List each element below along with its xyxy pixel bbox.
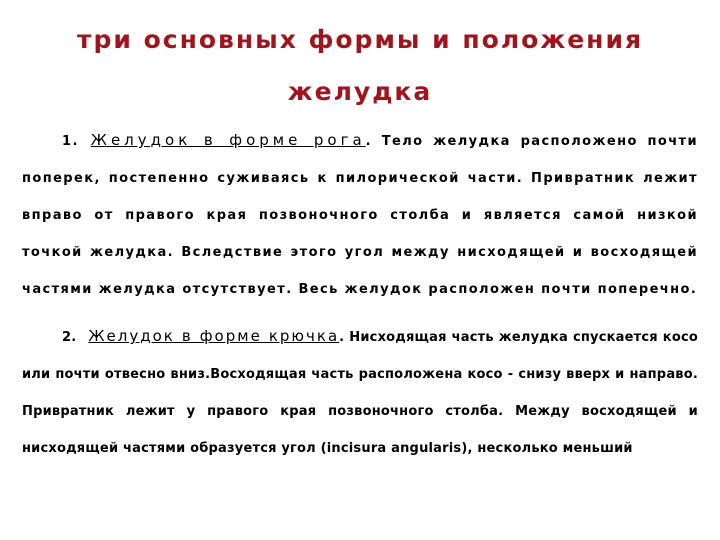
paragraph-1-number: 1. [62, 134, 79, 149]
paragraph-2-term: Желудок в форме крючка [88, 327, 340, 345]
title-line-2: желудка [287, 77, 433, 106]
slide-title [0, 14, 720, 118]
title-line-1: три основных формы и положения [76, 25, 644, 54]
body-text [22, 122, 698, 477]
paragraph-2 [22, 318, 698, 467]
paragraph-1-text: . Тело желудка расположено почти поперек, постепенно суживаясь к пилорической части. Привратник лежит вправо от правого края позвоночного столба и является самой низкой точкой желудка. Вследствие этого угол между нисходящей и восходящей частями желудка отсутствует. Весь желудок расположен почти поперечно. [22, 134, 698, 297]
paragraph-1 [22, 122, 698, 308]
paragraph-2-number: 2. [62, 330, 77, 345]
paragraph-1-term: Желудок в форме рога [90, 131, 366, 149]
paragraph-2-text: . Нисходящая часть желудка спускается косо или почти отвесно вниз.Восходящая часть расположена косо - снизу вверх и направо. Привратник лежит у правого края позвоночного столба. Между восходящей и нисходящей частями образуется угол (incisura angularis), несколько меньший [22, 330, 699, 456]
